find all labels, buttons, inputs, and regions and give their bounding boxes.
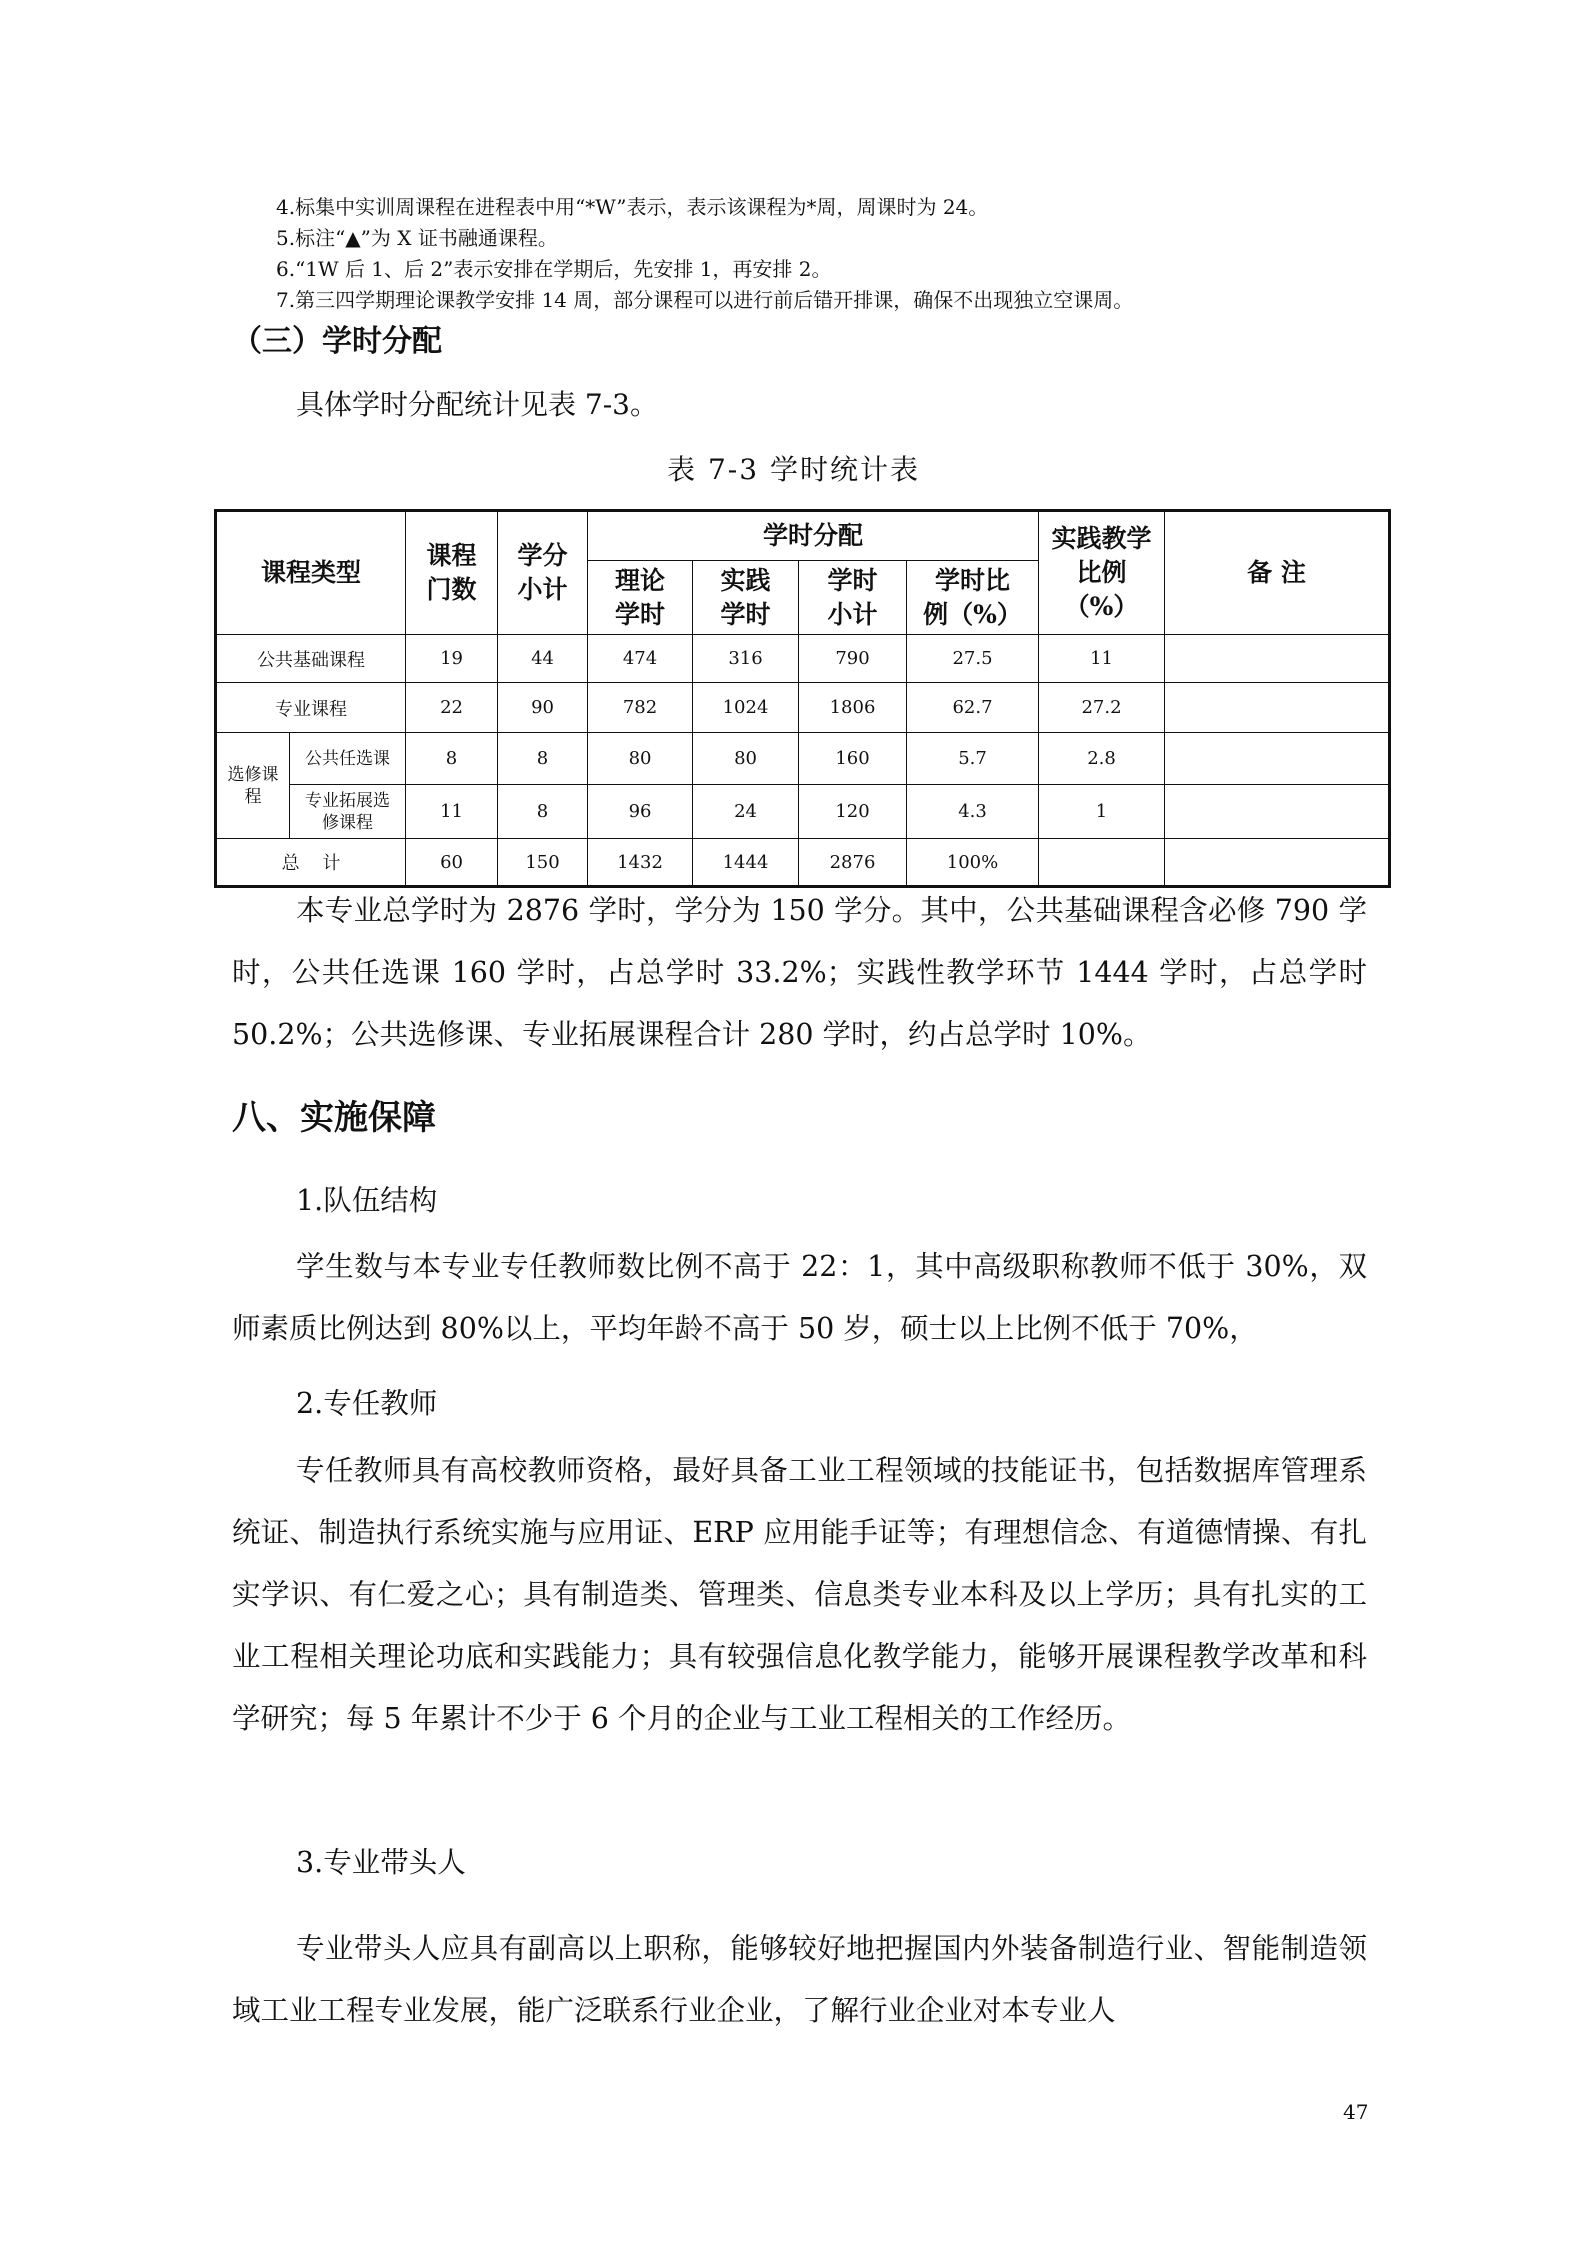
cell-ratio: 5.7 <box>907 733 1039 785</box>
cell-remark <box>1165 733 1390 785</box>
table-title: 表 7-3 学时统计表 <box>667 453 920 486</box>
item-paragraph-2 <box>232 1440 1367 1750</box>
cell-remark <box>1165 785 1390 839</box>
cell-theory: 782 <box>588 683 693 733</box>
cell-subtotal: 2876 <box>799 839 907 887</box>
elective-label: 选修课程 <box>216 733 290 839</box>
note-6: 6.“1W 后 1、后 2”表示安排在学期后，先安排 1，再安排 2。 <box>276 257 832 281</box>
table-row <box>216 785 1390 839</box>
row-label: 公共任选课 <box>290 733 406 785</box>
header-course-type: 课程类型 <box>216 511 406 635</box>
cell-practice-ratio: 27.2 <box>1039 683 1165 733</box>
cell-subtotal: 120 <box>799 785 907 839</box>
summary-paragraph <box>232 880 1367 1066</box>
cell-credits: 44 <box>498 635 588 683</box>
header-remarks: 备 注 <box>1165 511 1390 635</box>
table-row <box>216 683 1390 733</box>
cell-subtotal: 160 <box>799 733 907 785</box>
cell-theory: 1432 <box>588 839 693 887</box>
item-text-3: 专业带头人应具有副高以上职称，能够较好地把握国内外装备制造行业、智能制造领域工业工程专业发展，能广泛联系行业企业，了解行业企业对本专业人 <box>232 1932 1367 2027</box>
note-5: 5.标注“▲”为 X 证书融通课程。 <box>276 226 558 250</box>
cell-subtotal: 790 <box>799 635 907 683</box>
cell-practice: 316 <box>693 635 799 683</box>
item-text-2: 专任教师具有高校教师资格，最好具备工业工程领域的技能证书，包括数据库管理系统证、制造执行系统实施与应用证、ERP 应用能手证等；有理想信念、有道德情操、有扎实学识、有仁爱之心；具有制造类、管理类、信息类专业本科及以上学历；具有扎实的工业工程相关理论功底和实践能力；具有较强信息化教学能力，能够开展课程教学改革和科学研究；每 5 年累计不少于 6 个月的企业与工业工程相关的工作经历。 <box>232 1454 1367 1735</box>
note-7: 7.第三四学期理论课教学安排 14 周，部分课程可以进行前后错开排课，确保不出现独立空课周。 <box>276 288 1134 312</box>
cell-practice: 24 <box>693 785 799 839</box>
cell-count: 19 <box>406 635 498 683</box>
cell-credits: 150 <box>498 839 588 887</box>
cell-ratio: 100% <box>907 839 1039 887</box>
note-4: 4.标集中实训周课程在进程表中用“*W”表示，表示该课程为*周，周课时为 24。 <box>276 195 989 219</box>
cell-theory: 96 <box>588 785 693 839</box>
item-title-2: 2.专任教师 <box>296 1387 438 1420</box>
chapter-heading: 八、实施保障 <box>232 1098 436 1138</box>
header-theory: 理论学时 <box>588 561 693 635</box>
cell-subtotal: 1806 <box>799 683 907 733</box>
cell-practice: 1444 <box>693 839 799 887</box>
table-row <box>216 733 1390 785</box>
header-ratio: 学时比例（%） <box>907 561 1039 635</box>
page-number: 47 <box>1343 2100 1369 2124</box>
item-title-1: 1.队伍结构 <box>296 1184 438 1217</box>
cell-practice: 1024 <box>693 683 799 733</box>
cell-count: 22 <box>406 683 498 733</box>
cell-practice-ratio: 2.8 <box>1039 733 1165 785</box>
item-paragraph-1 <box>232 1236 1367 1360</box>
cell-credits: 8 <box>498 733 588 785</box>
cell-practice: 80 <box>693 733 799 785</box>
cell-ratio: 27.5 <box>907 635 1039 683</box>
section-heading: （三）学时分配 <box>232 324 442 359</box>
item-text-1: 学生数与本专业专任教师数比例不高于 22：1，其中高级职称教师不低于 30%，双师素质比例达到 80%以上，平均年龄不高于 50 岁，硕士以上比例不低于 70%， <box>232 1250 1367 1345</box>
row-label: 专业课程 <box>216 683 406 733</box>
row-label: 公共基础课程 <box>216 635 406 683</box>
cell-count: 60 <box>406 839 498 887</box>
item-paragraph-3 <box>232 1918 1367 2042</box>
cell-ratio: 4.3 <box>907 785 1039 839</box>
cell-theory: 80 <box>588 733 693 785</box>
hours-statistics-table <box>214 509 1391 888</box>
cell-theory: 474 <box>588 635 693 683</box>
row-label-total: 总 计 <box>216 839 406 887</box>
intro-text: 具体学时分配统计见表 7-3。 <box>296 388 658 421</box>
item-title-3: 3.专业带头人 <box>296 1846 466 1879</box>
header-practice: 实践学时 <box>693 561 799 635</box>
table-notes <box>276 192 1376 316</box>
cell-credits: 8 <box>498 785 588 839</box>
cell-count: 11 <box>406 785 498 839</box>
cell-practice-ratio: 1 <box>1039 785 1165 839</box>
header-credits: 学分小计 <box>498 511 588 635</box>
cell-practice-ratio: 11 <box>1039 635 1165 683</box>
header-subtotal: 学时小计 <box>799 561 907 635</box>
summary-text: 本专业总学时为 2876 学时，学分为 150 学分。其中，公共基础课程含必修 790 学时，公共任选课 160 学时，占总学时 33.2%；实践性教学环节 1444 学时，占总学时 50.2%；公共选修课、专业拓展课程合计 280 学时，约占总学时 10%。 <box>232 894 1367 1051</box>
cell-remark <box>1165 683 1390 733</box>
cell-remark <box>1165 635 1390 683</box>
header-course-count: 课程门数 <box>406 511 498 635</box>
cell-ratio: 62.7 <box>907 683 1039 733</box>
header-hours-group: 学时分配 <box>588 511 1039 561</box>
row-label: 专业拓展选修课程 <box>290 785 406 839</box>
table-row <box>216 635 1390 683</box>
header-practice-ratio: 实践教学比例（%） <box>1039 511 1165 635</box>
cell-credits: 90 <box>498 683 588 733</box>
cell-count: 8 <box>406 733 498 785</box>
